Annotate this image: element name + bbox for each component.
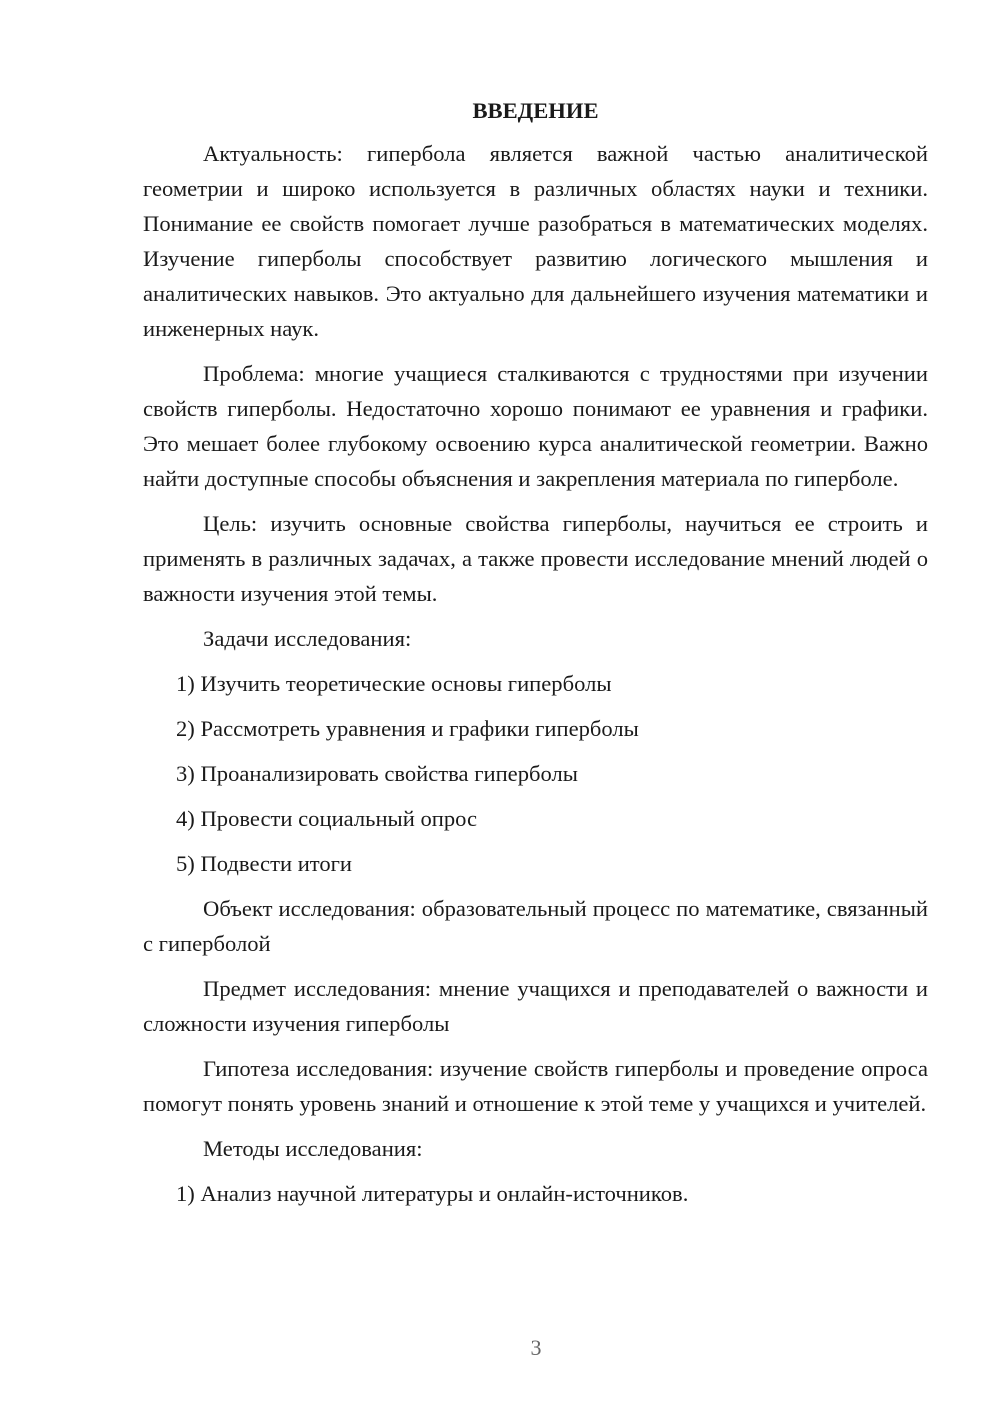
object-paragraph: Объект исследования: образовательный процесс по математике, связанный с гиперболой xyxy=(143,896,928,956)
list-item: 1) Изучить теоретические основы гиперболы xyxy=(176,671,612,696)
tasks-title: Задачи исследования: xyxy=(203,626,412,651)
page-number: 3 xyxy=(530,1335,542,1360)
relevance-paragraph: Актуальность: гипербола является важной частью аналитической геометрии и широко используется в различных областях науки и техники. Понимание ее свойств помогает лучше разобраться в математических моделях. Изучение гиперболы способствует развитию логического мышления и аналитических навыков. Это актуально для дальнейшего изучения математики и инженерных наук. xyxy=(143,141,928,341)
list-item: 3) Проанализировать свойства гиперболы xyxy=(176,761,578,786)
methods-list xyxy=(143,1176,928,1211)
subject-paragraph: Предмет исследования: мнение учащихся и преподавателей о важности и сложности изучения гиперболы xyxy=(143,976,928,1036)
tasks-list xyxy=(143,666,928,881)
goal-paragraph: Цель: изучить основные свойства гиперболы, научиться ее строить и применять в различных задачах, а также провести исследование мнений людей о важности изучения этой темы. xyxy=(143,511,928,606)
list-item: 4) Провести социальный опрос xyxy=(176,806,478,831)
hypothesis-paragraph: Гипотеза исследования: изучение свойств гиперболы и проведение опроса помогут понять уровень знаний и отношение к этой теме у учащихся и учителей. xyxy=(143,1056,928,1116)
list-item: 2) Рассмотреть уравнения и графики гиперболы xyxy=(176,716,639,741)
list-item: 1) Анализ научной литературы и онлайн-источников. xyxy=(176,1181,689,1206)
problem-paragraph: Проблема: многие учащиеся сталкиваются с трудностями при изучении свойств гиперболы. Недостаточно хорошо понимают ее уравнения и графики. Это мешает более глубокому освоению курса аналитической геометрии. Важно найти доступные способы объяснения и закрепления материала по гиперболе. xyxy=(143,361,928,491)
document-page xyxy=(143,96,928,1221)
section-heading: ВВЕДЕНИЕ xyxy=(472,98,599,123)
list-item: 5) Подвести итоги xyxy=(176,851,353,876)
methods-title: Методы исследования: xyxy=(203,1136,423,1161)
